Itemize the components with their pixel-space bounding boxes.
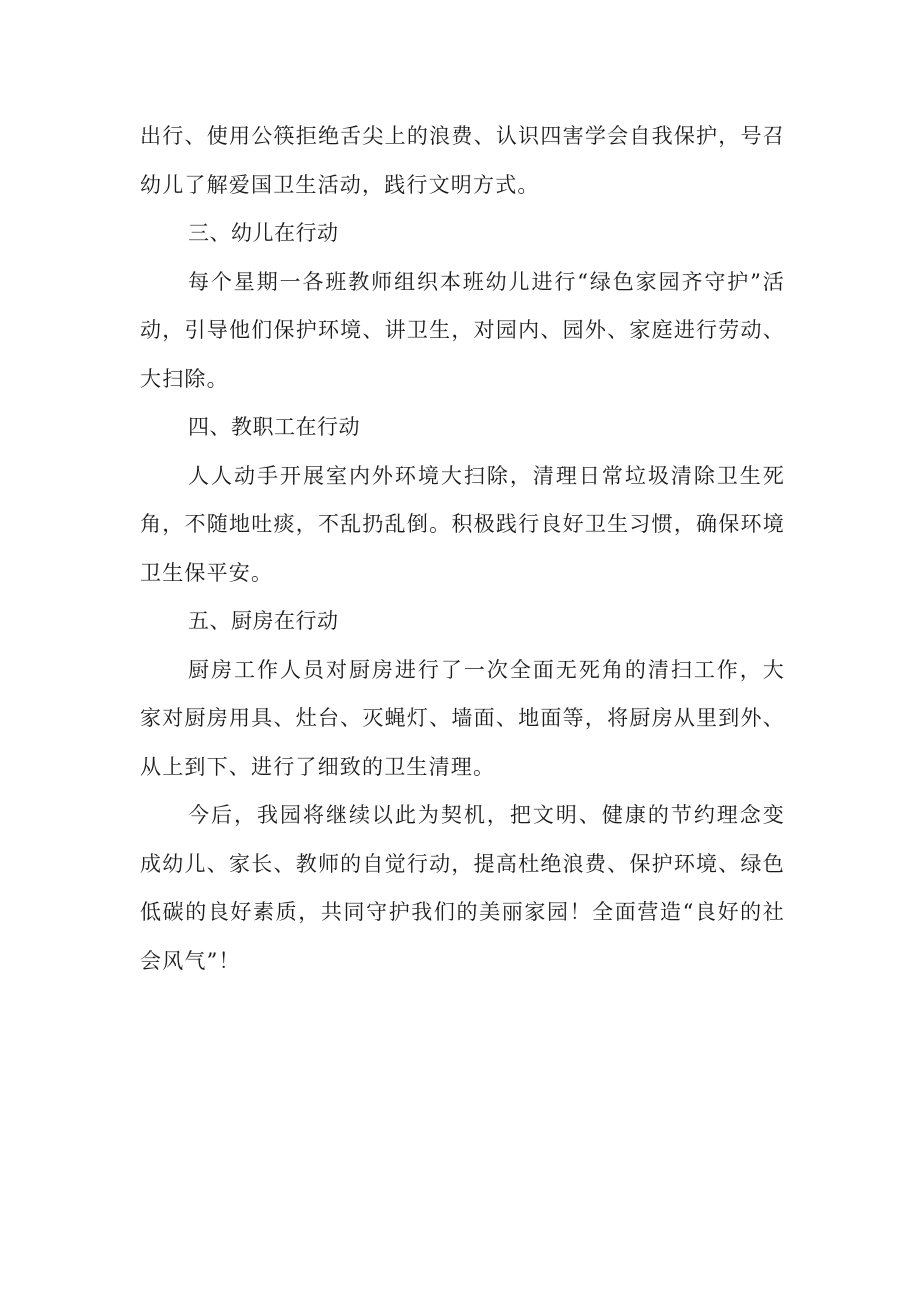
intro-paragraph-tail: 出行、使用公筷拒绝舌尖上的浪费、认识四害学会自我保护，号召幼儿了解爱国卫生活动，践行文明方式。 bbox=[140, 124, 785, 197]
document-body bbox=[140, 112, 785, 985]
section-body-staff: 人人动手开展室内外环境大扫除，清理日常垃圾清除卫生死角，不随地吐痰，不乱扔乱倒。积极践行良好卫生习惯，确保环境卫生保平安。 bbox=[140, 463, 785, 585]
section-body-kitchen: 厨房工作人员对厨房进行了一次全面无死角的清扫工作，大家对厨房用具、灶台、灭蝇灯、墙面、地面等，将厨房从里到外、从上到下、进行了细致的卫生清理。 bbox=[140, 657, 785, 779]
section-heading-children: 三、幼儿在行动 bbox=[188, 221, 339, 245]
section-heading-kitchen: 五、厨房在行动 bbox=[188, 609, 339, 633]
section-body-children: 每个星期一各班教师组织本班幼儿进行“绿色家园齐守护”活动，引导他们保护环境、讲卫生，对园内、园外、家庭进行劳动、大扫除。 bbox=[140, 269, 785, 391]
conclusion-paragraph: 今后，我园将继续以此为契机，把文明、健康的节约理念变成幼儿、家长、教师的自觉行动，提高杜绝浪费、保护环境、绿色低碳的良好素质，共同守护我们的美丽家园！全面营造“良好的社会风气”！ bbox=[140, 803, 785, 973]
section-heading-staff: 四、教职工在行动 bbox=[188, 415, 360, 439]
